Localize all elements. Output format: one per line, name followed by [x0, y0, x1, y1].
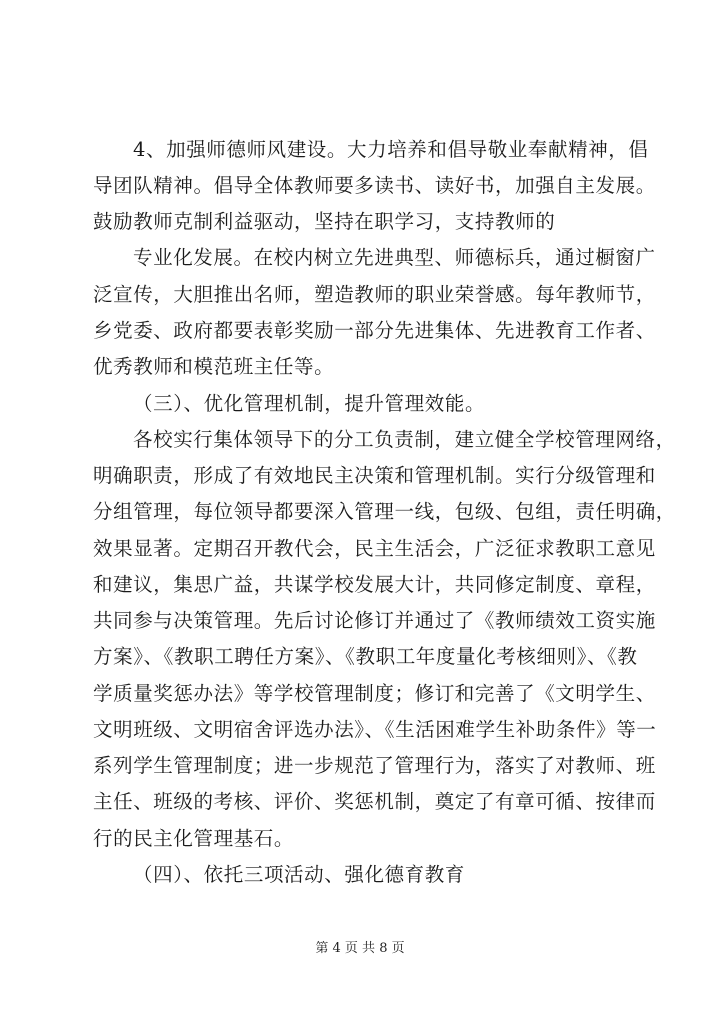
text-line: 共同参与决策管理。先后讨论修订并通过了《教师绩效工资实施 [93, 609, 656, 632]
text-line: 泛宣传，大胆推出名师，塑造教师的职业荣誉感。每年教师节， [93, 283, 656, 306]
page-number-footer: 第 4 页 共 8 页 [315, 941, 405, 956]
text-line: 方案》、《教职工聘任方案》、《教职工年度量化考核细则》、《教 [93, 645, 638, 668]
text-line: 导团队精神。倡导全体教师要多读书、读好书，加强自主发展。 [93, 174, 656, 197]
section-heading: （四）、依托三项活动、强化德育教育 [133, 863, 465, 886]
text-line: 明确职责，形成了有效地民主决策和管理机制。实行分级管理和 [93, 464, 656, 487]
text-line: 文明班级、文明宿舍评选办法》、《生活困难学生补助条件》等一 [93, 718, 657, 741]
text-line: 和建议，集思广益，共谋学校发展大计，共同修定制度、章程， [93, 573, 656, 596]
text-line: 优秀教师和模范班主任等。 [93, 355, 335, 378]
text-line: 分组管理，每位领导都要深入管理一线，包级、包组，责任明确， [93, 500, 676, 523]
section-heading: （三）、优化管理机制，提升管理效能。 [133, 392, 486, 415]
text-line: 乡党委、政府都要表彰奖励一部分先进集体、先进教育工作者、 [93, 319, 656, 342]
text-line: 系列学生管理制度；进一步规范了管理行为，落实了对教师、班 [93, 754, 656, 777]
text-line: 效果显著。定期召开教代会，民主生活会，广泛征求教职工意见 [93, 537, 656, 560]
text-line: 专业化发展。在校内树立先进典型、师德标兵，通过橱窗广 [133, 246, 656, 269]
text-line: 各校实行集体领导下的分工负责制，建立健全学校管理网络， [133, 428, 676, 451]
text-line: 鼓励教师克制利益驱动，坚持在职学习，支持教师的 [93, 210, 556, 233]
text-line: 学质量奖惩办法》等学校管理制度；修订和完善了《文明学生、 [93, 682, 656, 705]
text-line: 行的民主化管理基石。 [93, 827, 295, 850]
text-line: 主任、班级的考核、评价、奖惩机制，奠定了有章可循、按律而 [93, 790, 656, 813]
text-line: 4、加强师德师风建设。大力培养和倡导敬业奉献精神，倡 [133, 138, 649, 161]
